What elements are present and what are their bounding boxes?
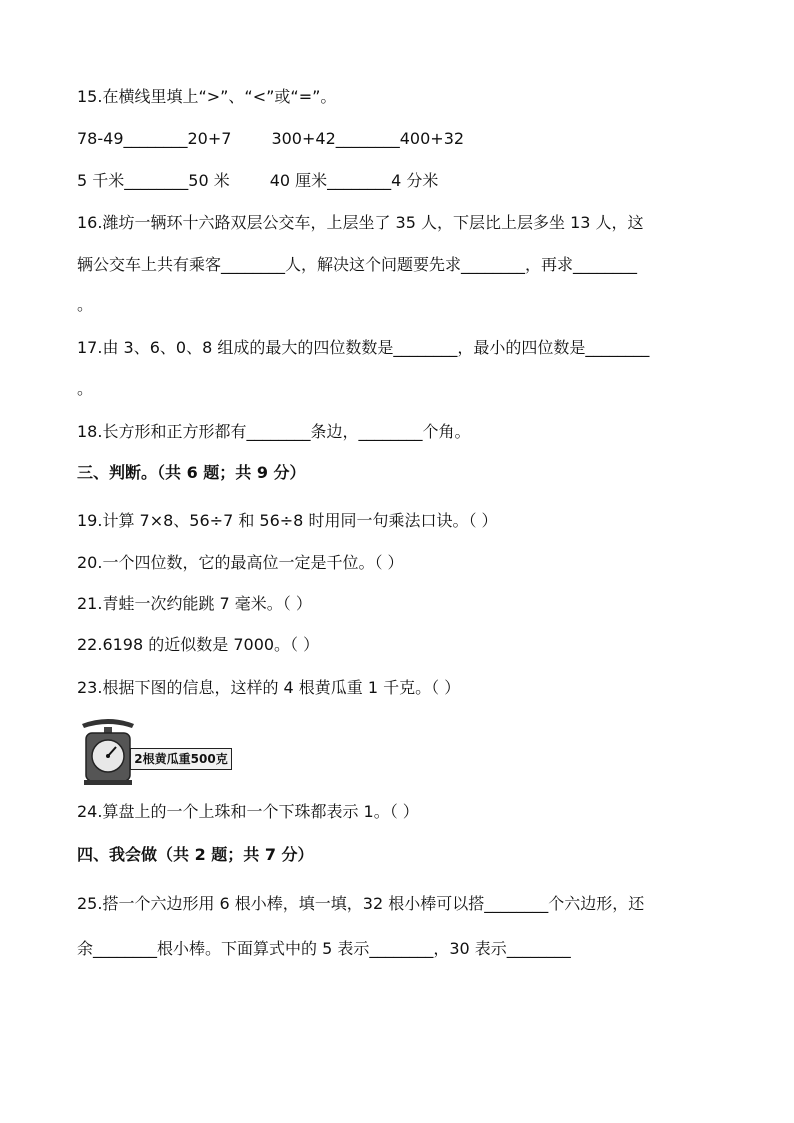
- q17-line-1: 17.由 3、6、0、8 组成的最大的四位数数是________，最小的四位数是________: [77, 338, 650, 357]
- q15-item-4: 40 厘米________4 分米: [269, 171, 439, 190]
- scale-image: [80, 714, 232, 786]
- q16-line-3: 。: [77, 295, 94, 314]
- q15-row1: [77, 128, 464, 150]
- q23: 23.根据下图的信息，这样的 4 根黄瓜重 1 千克。（ ）: [77, 678, 461, 697]
- q15-title: 15.在横线里填上“>”、“<”或“=”。: [77, 87, 337, 106]
- q16-line-1: 16.潍坊一辆环十六路双层公交车，上层坐了 35 人，下层比上层多坐 13 人，这: [77, 213, 644, 232]
- q21: 21.青蛙一次约能跳 7 毫米。（ ）: [77, 594, 312, 613]
- q17-line-2: 。: [77, 379, 94, 398]
- q15-item-3: 5 千米________50 米: [77, 171, 230, 190]
- section-4-title: 四、我会做（共 2 题；共 7 分）: [77, 845, 314, 864]
- scale-label: 2根黄瓜重500克: [130, 748, 232, 770]
- q15-item-2: 300+42________400+32: [271, 129, 465, 148]
- q22: 22.6198 的近似数是 7000。（ ）: [77, 635, 320, 654]
- q25-line-1: 25.搭一个六边形用 6 根小棒，填一填，32 根小棒可以搭________个六边形，还: [77, 894, 645, 913]
- q15-item-1: 78-49________20+7: [77, 129, 232, 148]
- q19: 19.计算 7×8、56÷7 和 56÷8 时用同一句乘法口诀。（ ）: [77, 511, 498, 530]
- section-3-title: 三、判断。（共 6 题；共 9 分）: [77, 463, 306, 482]
- q20: 20.一个四位数，它的最高位一定是千位。（ ）: [77, 553, 404, 572]
- q15-row2: [77, 170, 438, 192]
- q18-line-1: 18.长方形和正方形都有________条边，________个角。: [77, 422, 471, 441]
- q16-line-2: 辆公交车上共有乘客________人，解决这个问题要先求________，再求________: [77, 255, 638, 274]
- q24: 24.算盘上的一个上珠和一个下珠都表示 1。（ ）: [77, 802, 419, 821]
- scale-icon: [80, 714, 136, 786]
- q25-line-2: 余________根小棒。下面算式中的 5 表示________，30 表示________: [77, 939, 571, 958]
